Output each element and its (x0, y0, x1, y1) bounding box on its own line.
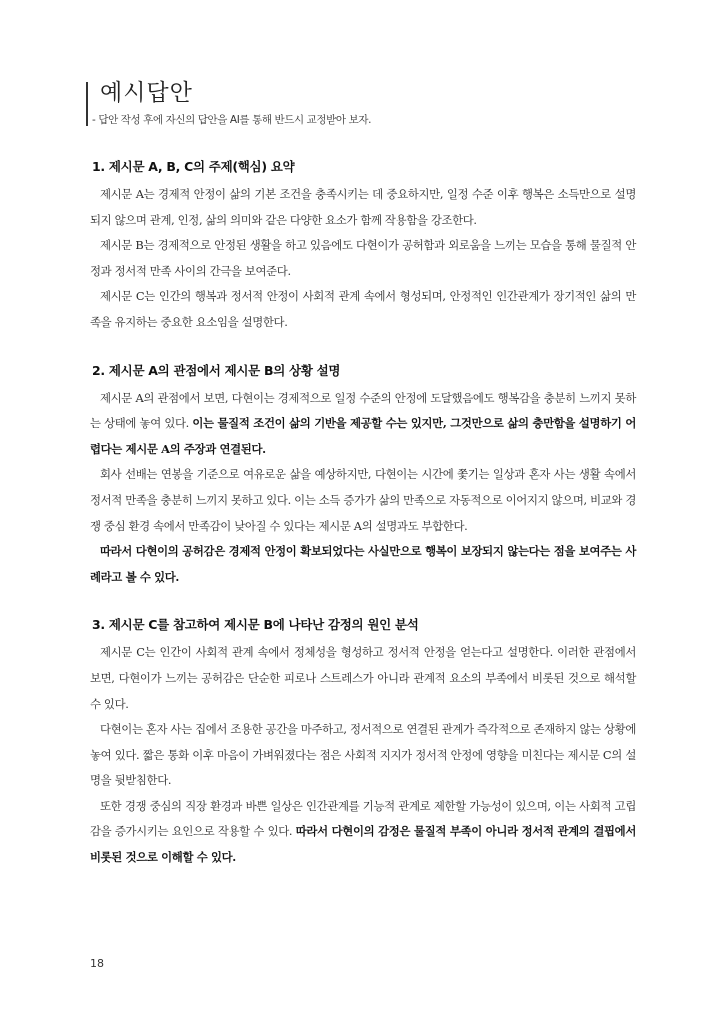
section-2-text: 제시문 A의 관점에서 보면, 다현이는 경제적으로 일정 수준의 안정에 도달했음에도 행복감을 충분히 느끼지 못하는 상태에 놓여 있다. (90, 390, 636, 431)
page-number: 18 (90, 957, 104, 970)
section-3-emphasis: 따라서 다현이의 감정은 물질적 부족이 아니라 정서적 관계의 결핍에서 비롯된 것으로 이해할 수 있다. (90, 824, 636, 865)
section-3-paragraph: 다현이는 혼자 사는 집에서 조용한 공간을 마주하고, 정서적으로 연결된 관계가 즉각적으로 존재하지 않는 상황에 놓여 있다. 짧은 통화 이후 마음이 가벼워졌다는 점은 사회적 지지가 정서적 안정에 영향을 미친다는 제시문 C의 설명을 뒷받침한다. (90, 722, 636, 788)
section-3-paragraph (90, 794, 636, 871)
section-2-paragraph (90, 386, 636, 463)
section-1-paragraph: 제시문 C는 인간의 행복과 정서적 안정이 사회적 관계 속에서 형성되며, 안정적인 인간관계가 장기적인 삶의 만족을 유지하는 중요한 요소임을 설명한다. (90, 289, 636, 329)
page-title: 예시답안 (100, 80, 193, 106)
section-header (86, 82, 371, 126)
section-2-emphasis: 이는 물질적 조건이 삶의 기반을 제공할 수는 있지만, 그것만으로 삶의 충만함을 설명하기 어렵다는 제시문 A의 주장과 연결된다. (90, 416, 636, 456)
section-2-paragraph: 회사 선배는 연봉을 기준으로 여유로운 삶을 예상하지만, 다현이는 시간에 쫓기는 일상과 혼자 사는 생활 속에서 정서적 만족을 충분히 느끼지 못하고 있다. 이는 소득 증가가 삶의 만족으로 자동적으로 이어지지 않으며, 비교와 경쟁 중심 환경 속에서 만족감이 낮아질 수 있다는 제시문 A의 설명과도 부합한다. (90, 467, 636, 533)
section-3-paragraph: 제시문 C는 인간이 사회적 관계 속에서 정체성을 형성하고 정서적 안정을 얻는다고 설명한다. 이러한 관점에서 보면, 다현이가 느끼는 공허감은 단순한 피로나 스트레스가 아니라 관계적 요소의 부족에서 비롯된 것으로 해석할 수 있다. (90, 645, 636, 711)
section-1-heading: 1. 제시문 A, B, C의 주제(핵심) 요약 (92, 159, 295, 174)
section-3-heading: 3. 제시문 C를 참고하여 제시문 B에 나타난 감정의 원인 분석 (92, 617, 419, 633)
page-subtitle: - 답안 작성 후에 자신의 답안을 AI를 통해 반드시 교정받아 보자. (92, 114, 372, 126)
section-2-heading: 2. 제시문 A의 관점에서 제시문 B의 상황 설명 (92, 362, 341, 378)
section-3-text: 또한 경쟁 중심의 직장 환경과 바쁜 일상은 인간관계를 기능적 관계로 제한할 가능성이 있으며, 이는 사회적 고립감을 증가시키는 요인으로 작용할 수 있다. (90, 798, 636, 839)
section-2-conclusion: 따라서 다현이의 공허감은 경제적 안정이 확보되었다는 사실만으로 행복이 보장되지 않는다는 점을 보여주는 사례라고 볼 수 있다. (90, 544, 636, 584)
section-1-paragraph: 제시문 B는 경제적으로 안정된 생활을 하고 있음에도 다현이가 공허함과 외로움을 느끼는 모습을 통해 물질적 안정과 정서적 만족 사이의 간극을 보여준다. (90, 238, 636, 278)
answer-body (90, 158, 636, 871)
section-1-paragraph: 제시문 A는 경제적 안정이 삶의 기본 조건을 충족시키는 데 중요하지만, 일정 수준 이후 행복은 소득만으로 설명되지 않으며 관계, 인정, 삶의 의미와 같은 다양한 요소가 함께 작용함을 강조한다. (90, 187, 636, 227)
